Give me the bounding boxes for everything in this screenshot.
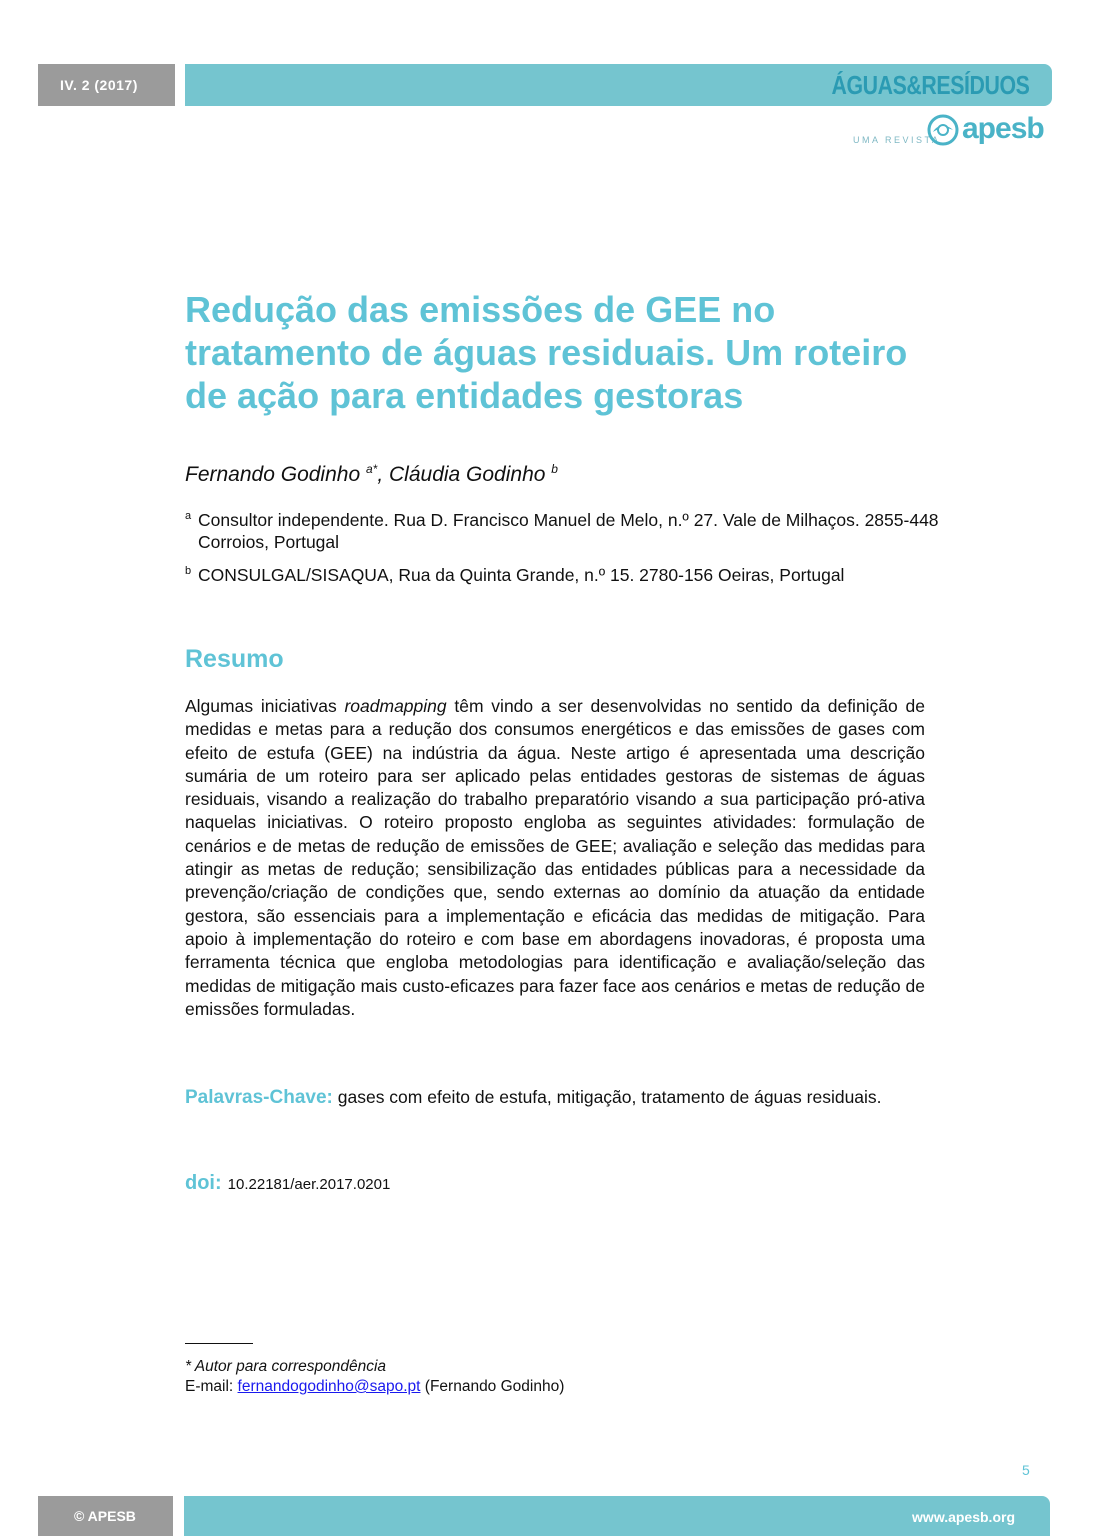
abstract-heading: Resumo (185, 645, 284, 673)
keywords (185, 1087, 925, 1108)
author-mark: a* (365, 462, 378, 476)
email-label: E-mail: (185, 1378, 238, 1395)
authors: Fernando Godinho $^{a*}$, Cláudia Godinho $^b$ (185, 462, 558, 486)
footnote-rule (185, 1343, 253, 1344)
author-name: Fernando Godinho (185, 463, 361, 486)
correspondence-note: * Autor para correspondência (185, 1358, 387, 1375)
footnote (185, 1357, 564, 1397)
keywords-label: Palavras-Chave: (185, 1087, 333, 1108)
affiliation-mark: a (185, 510, 192, 522)
affiliation-text: CONSULGAL/SISAQUA, Rua da Quinta Grande, n.º 15. 2780-156 Oeiras, Portugal (198, 565, 845, 585)
article-title: Redução das emissões de GEE no tratamento de águas residuais. Um roteiro de ação para entidades gestoras (185, 289, 908, 416)
tagline: UMA REVISTA (853, 135, 941, 145)
affiliation-text: Consultor independente. Rua D. Francisco Manuel de Melo, n.º 27. Vale de Milhaços. 2855-448 Corroios, Portugal (198, 510, 939, 552)
footer-copyright: © APESB (38, 1496, 173, 1536)
author-name: Cláudia Godinho (389, 463, 546, 486)
affiliation-mark: b (185, 565, 192, 577)
email-link[interactable]: fernandogodinho@sapo.pt (237, 1378, 421, 1395)
doi-label: doi: (185, 1172, 222, 1194)
doi (185, 1172, 390, 1195)
apesb-logo-icon (927, 114, 959, 146)
email-owner: (Fernando Godinho) (420, 1378, 565, 1395)
journal-title: ÁGUAS&RESÍDUOS (830, 70, 1029, 100)
affiliation (185, 564, 945, 586)
issue-label: IV. 2 (2017) (38, 64, 175, 106)
page-number: 5 (1022, 1462, 1030, 1478)
keywords-text: gases com efeito de estufa, mitigação, tratamento de águas residuais. (337, 1087, 882, 1107)
publisher-logo-text: apesb (962, 112, 1044, 145)
doi-value: 10.22181/aer.2017.0201 (227, 1176, 391, 1193)
abstract-text: Algumas iniciativas roadmapping têm vindo a ser desenvolvidas no sentido da definição de medidas e metas para a redução dos consumos energéticos e das emissões de gases com efeito de estufa (GEE) na indústria da água. Neste artigo é apresentada uma descrição sumária de um roteiro para ser aplicado pelas entidades gestoras de sistemas de águas residuais, visando a realização do trabalho preparatório visando a sua participação pró-ativa naquelas iniciativas. O roteiro proposto engloba as seguintes atividades: formulação de cenários e de metas de redução de emissões de GEE; avaliação e seleção das medidas para atingir as metas de redução; sensibilização das entidades públicas para a necessidade da prevenção/criação de condições que, sendo externas ao domínio da atuação da entidade gestora, são essenciais para a implementação e eficácia das medidas de mitigação. Para apoio à implementação do roteiro e com base em abordagens inovadoras, é proposta uma ferramenta técnica que engloba metodologias para identificação e avaliação/seleção das medidas de mitigação mais custo-eficazes para fazer face aos cenários e metas de redução de emissões formuladas. (185, 696, 926, 1019)
author-mark: b (551, 462, 558, 476)
affiliation (185, 509, 945, 553)
footer-url[interactable]: www.apesb.org (912, 1509, 1015, 1525)
